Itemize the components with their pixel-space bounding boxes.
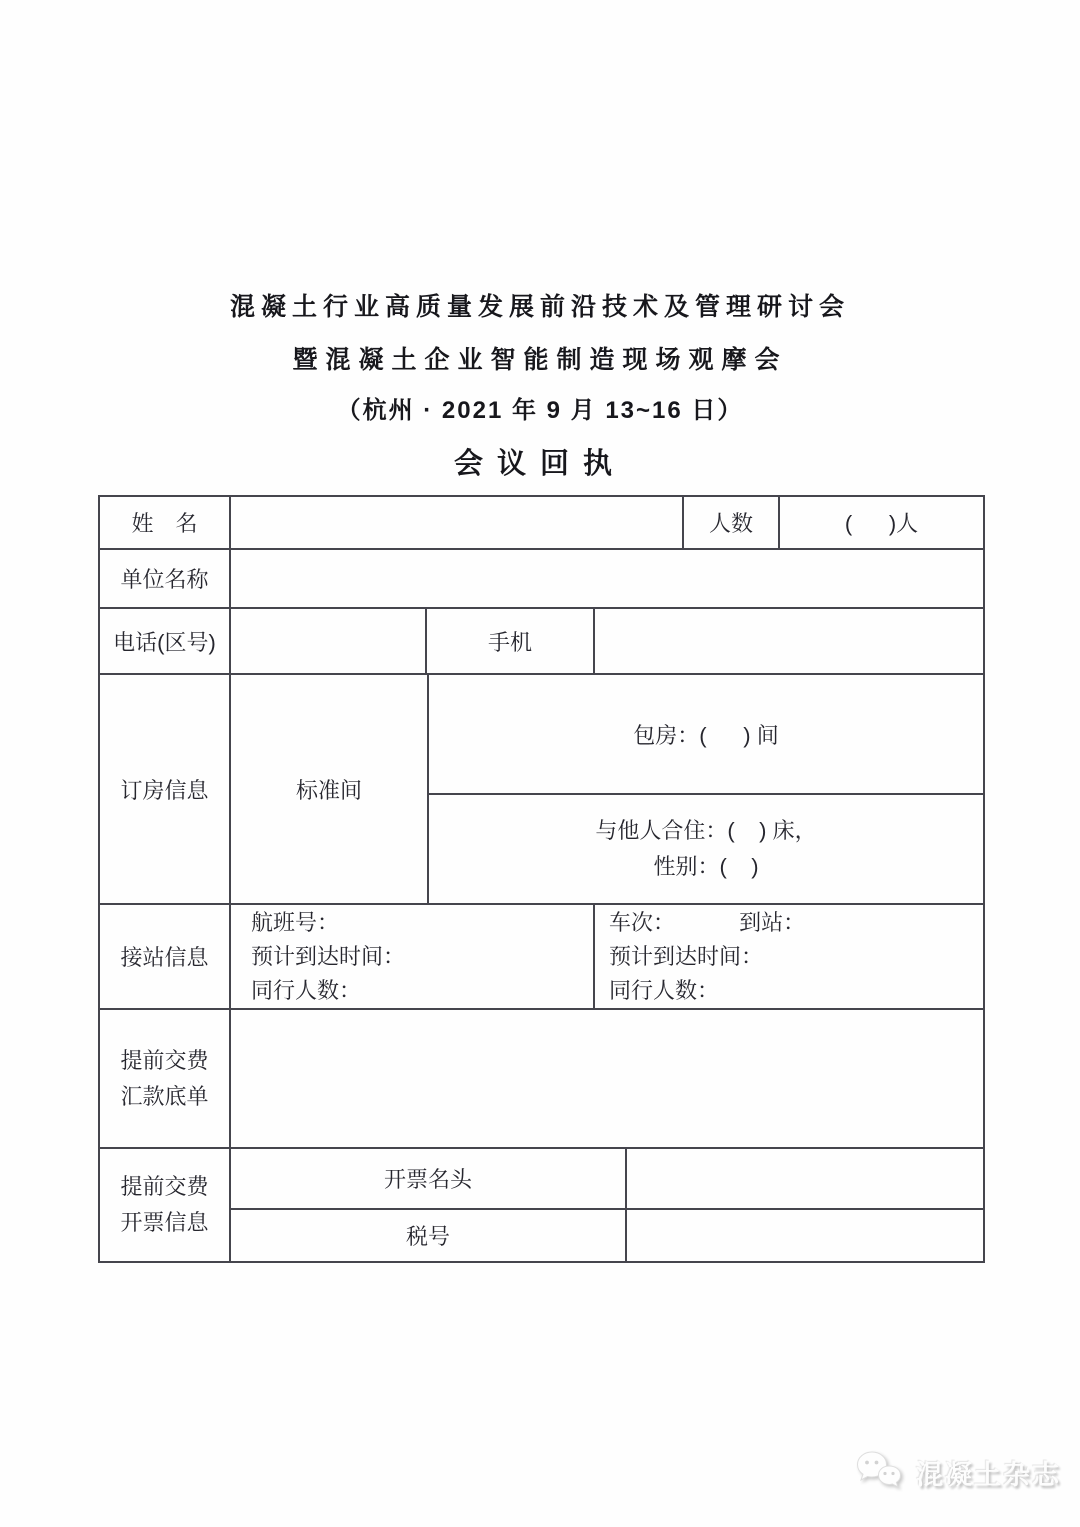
train-no-label: 车次： [609,909,676,935]
row-invoice [100,1147,983,1261]
title-block [0,287,1080,482]
count-label: 人数 [708,511,753,536]
private-room-cell [429,675,983,793]
payment-label [120,1043,208,1115]
tax-no-label: 税号 [405,1224,450,1249]
tax-no-row [231,1208,983,1261]
invoice-label-line2: 开票信息 [120,1210,209,1235]
train-info-cell [593,905,983,1008]
train-line [609,906,805,940]
tax-no-input-cell [625,1210,983,1261]
payment-label-line1: 提前交费 [120,1047,209,1073]
eta-left-label: 预计到达时间： [251,943,406,969]
count-value-cell [778,497,983,548]
eta-right-label: 预计到达时间： [609,943,764,969]
phone-input-cell [229,609,425,673]
org-label-cell [100,550,229,607]
invoice-title-row [231,1149,983,1208]
flight-info-lines [251,906,405,1008]
tax-no-label-cell [231,1210,625,1261]
room-type-cell [229,675,427,903]
flight-info-cell [229,905,593,1008]
reply-form-table [98,495,985,1263]
train-info-lines [609,906,805,1008]
payment-receipt-cell [229,1010,983,1147]
payment-label-line2: 汇款底单 [120,1083,209,1109]
shared-room-line2: 性别：( ) [653,854,759,879]
booking-label: 订房信息 [120,777,209,803]
arrival-station-label: 到站： [739,909,806,935]
companions-right-label: 同行人数： [609,977,720,1003]
row-organization [100,548,983,607]
org-label: 单位名称 [120,567,209,592]
companions-left-label: 同行人数： [251,977,362,1003]
invoice-label-cell [100,1149,229,1261]
mobile-label-cell [425,609,593,673]
payment-label-cell [100,1010,229,1147]
count-label-cell [682,497,778,548]
row-booking [100,673,983,903]
conference-title-line2: 暨混凝土企业智能制造现场观摩会 [292,346,788,374]
wechat-icon [854,1450,906,1494]
booking-options-stack [427,675,983,903]
shared-room-cell [429,793,983,903]
mobile-label: 手机 [487,629,532,655]
invoice-title-input-cell [625,1149,983,1208]
invoice-title-label: 开票名头 [383,1167,472,1192]
shared-room-line1: 与他人合住：( ) 床， [595,818,817,843]
watermark-text: 混凝土杂志 [916,1459,1061,1490]
count-value: ( )人 [844,511,919,536]
conference-date-location: （杭州 · 2021 年 9 月 13~16 日） [336,397,744,424]
watermark-logo [854,1450,1061,1494]
private-room-option: 包房：( ) 间 [633,722,779,748]
phone-label: 电话(区号) [113,629,216,655]
booking-label-cell [100,675,229,903]
conference-title-line1: 混凝土行业高质量发展前沿技术及管理研讨会 [229,293,850,321]
row-phone [100,607,983,673]
phone-label-cell [100,609,229,673]
flight-no-label: 航班号： [251,909,340,935]
room-type-label: 标准间 [295,777,362,803]
row-pickup [100,903,983,1008]
invoice-stack [229,1149,983,1261]
name-label: 姓 名 [131,511,198,536]
row-payment-receipt [100,1008,983,1147]
org-input-cell [229,550,983,607]
pickup-label: 接站信息 [120,945,209,970]
mobile-input-cell [593,609,983,673]
name-label-cell [100,497,229,548]
reply-form-heading: 会议回执 [453,448,626,480]
invoice-label [120,1169,208,1241]
pickup-label-cell [100,905,229,1008]
name-input-cell [229,497,682,548]
invoice-label-line1: 提前交费 [120,1174,209,1199]
invoice-title-label-cell [231,1149,625,1208]
row-name [100,497,983,548]
shared-room-option [595,813,816,885]
